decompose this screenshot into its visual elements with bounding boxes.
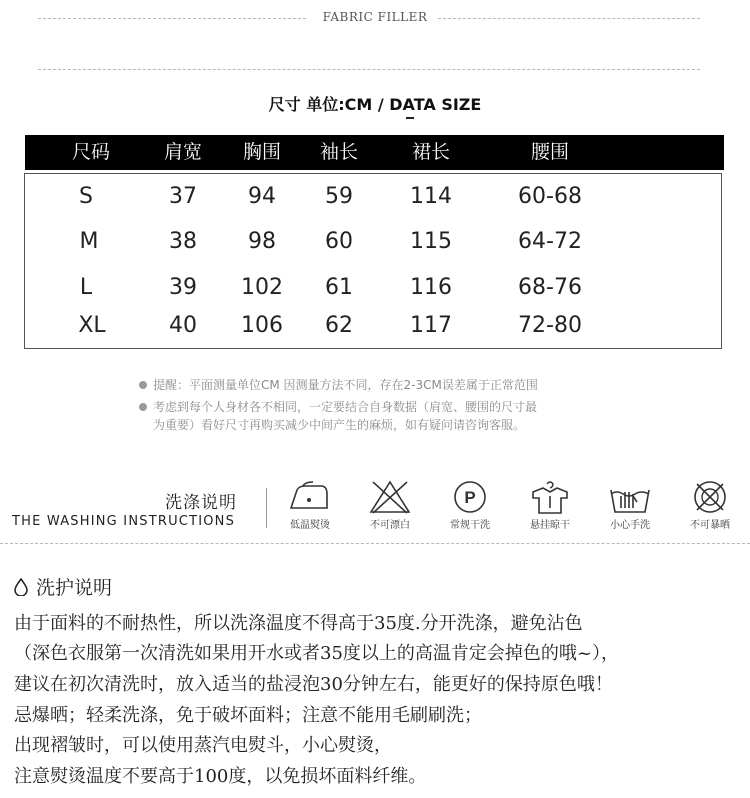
table-cell: 62	[325, 313, 353, 338]
col-header-size: 尺码	[71, 141, 111, 163]
note-line-1: 提醒：平面测量单位CM 因测量方法不同，存在2-3CM误差属于正常范围	[139, 376, 538, 393]
care-text-line: 由于面料的不耐热性，所以洗涤温度不得高于35度.分开洗涤，避免沾色	[14, 613, 583, 634]
washing-title-en: THE WASHING INSTRUCTIONS	[12, 514, 236, 529]
care-symbol-no-bleach: 不可漂白	[353, 480, 427, 531]
table-cell: 102	[241, 275, 283, 300]
hand-wash-icon	[607, 480, 653, 514]
table-cell: 60	[325, 229, 353, 254]
washing-divider	[266, 488, 267, 528]
dry-clean-p-icon	[447, 480, 493, 514]
table-cell: 98	[248, 229, 276, 254]
table-cell: XL	[78, 313, 106, 338]
table-cell: 59	[325, 184, 353, 209]
table-cell: 38	[169, 229, 197, 254]
table-cell: 116	[410, 275, 452, 300]
washing-title-cn: 洗涤说明	[165, 493, 237, 513]
col-header-shoulder: 肩宽	[163, 141, 203, 163]
care-text-line: 注意熨烫温度不要高于100度，以免损坏面料纤维。	[14, 766, 427, 787]
water-drop-icon	[14, 578, 28, 596]
col-header-sleeve: 袖长	[319, 141, 359, 163]
care-text-line: 出现褶皱时，可以使用蒸汽电熨斗，小心熨烫，	[14, 735, 392, 756]
care-symbol-no-sun: 不可暴晒	[673, 480, 747, 531]
table-cell: 64-72	[518, 229, 582, 254]
svg-text:P: P	[464, 488, 476, 507]
table-cell: 72-80	[518, 313, 582, 338]
hang-dry-icon	[527, 480, 573, 514]
no-sun-dry-icon	[687, 480, 733, 514]
col-header-waist: 腰围	[530, 141, 570, 163]
size-table-body	[24, 173, 722, 349]
section-separator	[0, 543, 750, 544]
table-cell: 37	[169, 184, 197, 209]
bullet-icon	[139, 381, 147, 389]
col-header-skirt-length: 裙长	[411, 141, 451, 163]
table-cell: 106	[241, 313, 283, 338]
table-cell: 115	[410, 229, 452, 254]
title-underline	[406, 117, 414, 119]
fabric-filler-label: FABRIC FILLER	[322, 10, 428, 24]
table-cell: 68-76	[518, 275, 582, 300]
table-cell: 117	[410, 313, 452, 338]
table-cell: 94	[248, 184, 276, 209]
care-symbol-hang-dry: 悬挂晾干	[513, 480, 587, 531]
size-section-title: 尺寸 单位:CM / DATA SIZE	[268, 95, 482, 114]
no-bleach-icon	[367, 480, 413, 514]
table-cell: M	[79, 229, 99, 254]
table-cell: 40	[169, 313, 197, 338]
note-line-3: 为重要）看好尺寸再购买减少中间产生的麻烦，如有疑问请咨询客服。	[153, 418, 526, 432]
table-cell: 114	[410, 184, 452, 209]
size-table-header	[25, 135, 724, 170]
table-cell: S	[79, 184, 93, 209]
care-symbol-hand-wash: 小心手洗	[593, 480, 667, 531]
care-text-line: （深色衣服第一次清洗如果用开水或者35度以上的高温肯定会掉色的哦~），	[14, 643, 619, 664]
top-dash-right	[438, 18, 700, 19]
header-dash-line	[38, 69, 700, 70]
care-symbol-dry-clean: P 常规干洗	[433, 480, 507, 531]
care-text-line: 忌爆晒；轻柔洗涤，免于破坏面料；注意不能用毛刷刷洗；	[14, 705, 482, 726]
care-text-line: 建议在初次清洗时，放入适当的盐浸泡30分钟左右，能更好的保持原色哦！	[14, 674, 613, 695]
table-cell: L	[79, 275, 93, 300]
col-header-bust: 胸围	[242, 141, 282, 163]
iron-icon	[287, 480, 333, 514]
care-title: 洗护说明	[14, 573, 112, 600]
bullet-icon	[139, 403, 147, 411]
care-symbol-iron: 低温熨烫	[273, 480, 347, 531]
table-cell: 61	[325, 275, 353, 300]
table-cell: 39	[169, 275, 197, 300]
table-cell: 60-68	[518, 184, 582, 209]
note-line-2: 考虑到每个人身材各不相同，一定要结合自身数据（肩宽、腰围的尺寸最	[139, 398, 537, 415]
